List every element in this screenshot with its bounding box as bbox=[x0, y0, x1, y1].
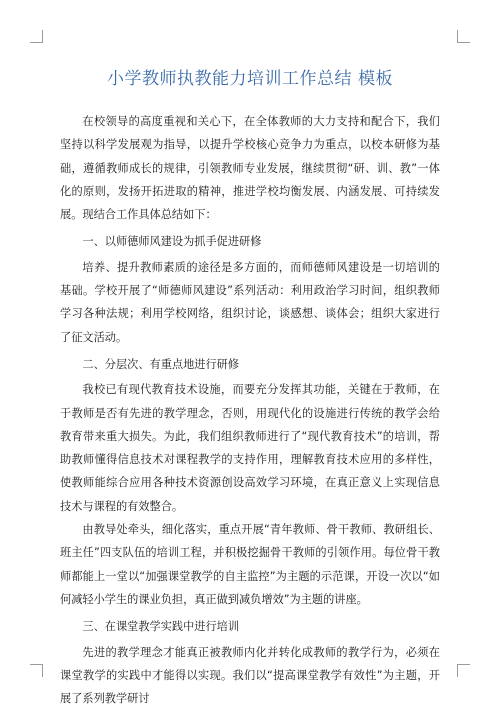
section-heading-3: 三、在课堂教学实践中进行培训 bbox=[82, 620, 240, 634]
body-paragraph: 先进的教学理念才能真正被教师内化并转化成教师的教学行为，必须在课堂教学的实践中才能得以实现。我们以“提高课堂教学有效性”为主题，开展了系列教学研讨 bbox=[60, 645, 440, 706]
intro-paragraph: 在校领导的高度重视和关心下，在全体教师的大力支持和配合下，我们坚持以科学发展观为指导，以提升学校核心竞争力为重点，以校本研修为基础，遵循教师成长的规律，引领教师专业发展，继续贯彻“研、训、教”一体化的原则，发扬开拓进取的精神，推进学校均衡发展、内涵发展、可持续发展。现结合工作具体总结如下： bbox=[60, 115, 440, 222]
section-heading-1: 一、以师德师风建设为抓手促进研修 bbox=[82, 235, 262, 249]
crop-mark-top-left bbox=[30, 30, 43, 43]
body-paragraph: 由教导处牵头，细化落实，重点开展“青年教师、骨干教师、教研组长、班主任”四支队伍的培训工程，并积极挖掘骨干教师的引领作用。每位骨干教师都能上一堂以“加强课堂教学的自主监控”为主题的示范课，开设一次以“如何减轻小学生的课业负担，真正做到减负增效”为主题的讲座。 bbox=[60, 523, 440, 606]
crop-mark-bottom-right bbox=[457, 664, 470, 677]
document-body bbox=[60, 110, 440, 710]
crop-mark-bottom-left bbox=[30, 664, 43, 677]
document-title: 小学教师执教能力培训工作总结 模板 bbox=[107, 69, 393, 89]
section-heading-2: 二、分层次、有重点地进行研修 bbox=[82, 357, 240, 371]
crop-mark-top-right bbox=[457, 30, 470, 43]
body-paragraph: 培养、提升教师素质的途径是多方面的，而师德师风建设是一切培训的基础。学校开展了“师德师风建设”系列活动：利用政治学习时间，组织教师学习各种法规；利用学校网络，组织讨论，谈感想、谈体会；组织大家进行了征文活动。 bbox=[60, 260, 440, 344]
body-paragraph: 我校已有现代教育技术设施，而要充分发挥其功能，关键在于教师，在于教师是否有先进的教学理念，否则，用现代化的设施进行传统的教学会给教育带来重大损失。为此，我们组织教师进行了“现代教育技术”的培训，帮助教师懂得信息技术对课程教学的支持作用，理解教育技术应用的多样性，使教师能综合应用各种技术资源创设高效学习环境，在真正意义上实现信息技术与课程的有效整合。 bbox=[60, 383, 440, 513]
